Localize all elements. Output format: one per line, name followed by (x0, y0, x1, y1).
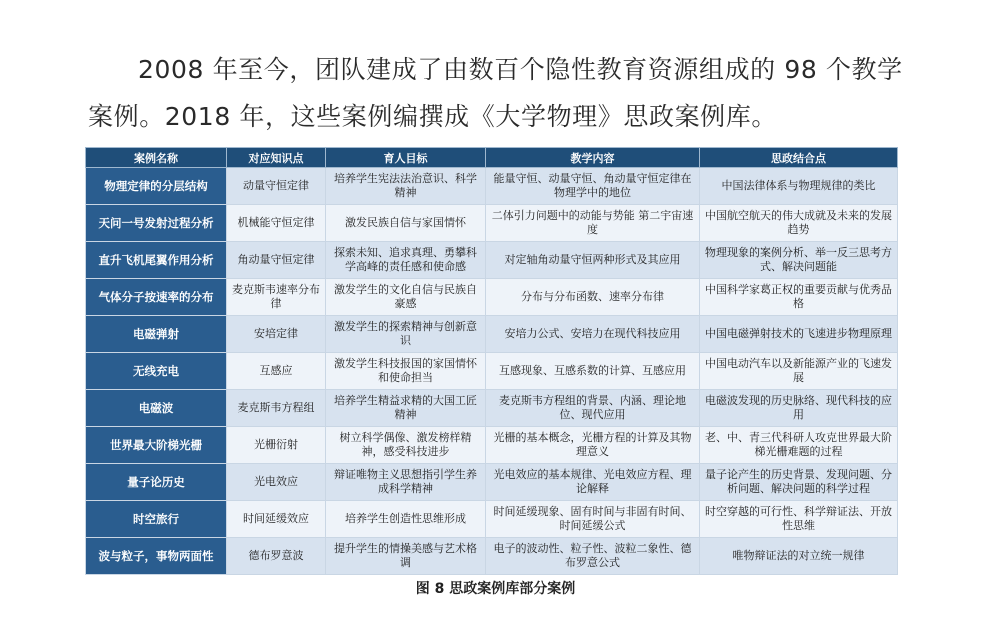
case-name-cell: 量子论历史 (86, 464, 227, 501)
case-library-table (85, 147, 898, 575)
goal-cell: 提升学生的情操美感与艺术格调 (326, 538, 486, 575)
knowledge-cell: 角动量守恒定律 (227, 242, 326, 279)
content-cell: 分布与分布函数、速率分布律 (486, 279, 700, 316)
header-ideology-link: 思政结合点 (700, 148, 898, 168)
content-cell: 光电效应的基本规律、光电效应方程、理论解释 (486, 464, 700, 501)
header-knowledge-point: 对应知识点 (227, 148, 326, 168)
goal-cell: 激发学生科技报国的家国情怀和使命担当 (326, 353, 486, 390)
table-row (86, 464, 898, 501)
goal-cell: 激发学生的文化自信与民族自豪感 (326, 279, 486, 316)
table-row (86, 316, 898, 353)
goal-cell: 探索未知、追求真理、勇攀科学高峰的责任感和使命感 (326, 242, 486, 279)
link-cell: 唯物辩证法的对立统一规律 (700, 538, 898, 575)
table-row (86, 538, 898, 575)
link-cell: 电磁波发现的历史脉络、现代科技的应用 (700, 390, 898, 427)
knowledge-cell: 麦克斯韦速率分布律 (227, 279, 326, 316)
link-cell: 中国法律体系与物理规律的类比 (700, 168, 898, 205)
goal-cell: 树立科学偶像、激发榜样精神，感受科技进步 (326, 427, 486, 464)
intro-paragraph (88, 46, 918, 140)
header-case-name: 案例名称 (86, 148, 227, 168)
header-teaching-content: 教学内容 (486, 148, 700, 168)
case-name-cell: 无线充电 (86, 353, 227, 390)
table-row (86, 501, 898, 538)
table-row (86, 168, 898, 205)
case-name-cell: 波与粒子，事物两面性 (86, 538, 227, 575)
knowledge-cell: 德布罗意波 (227, 538, 326, 575)
link-cell: 中国电动汽车以及新能源产业的飞速发展 (700, 353, 898, 390)
case-name-cell: 气体分子按速率的分布 (86, 279, 227, 316)
table-header-row (86, 148, 898, 168)
link-cell: 物理现象的案例分析、举一反三思考方式、解决问题能 (700, 242, 898, 279)
case-name-cell: 物理定律的分层结构 (86, 168, 227, 205)
knowledge-cell: 麦克斯韦方程组 (227, 390, 326, 427)
link-cell: 中国科学家葛正权的重要贡献与优秀品格 (700, 279, 898, 316)
content-cell: 安培力公式、安培力在现代科技应用 (486, 316, 700, 353)
figure-caption: 图 8 思政案例库部分案例 (415, 581, 576, 597)
knowledge-cell: 机械能守恒定律 (227, 205, 326, 242)
content-cell: 对定轴角动量守恒两种形式及其应用 (486, 242, 700, 279)
case-name-cell: 天问一号发射过程分析 (86, 205, 227, 242)
goal-cell: 培养学生精益求精的大国工匠精神 (326, 390, 486, 427)
link-cell: 中国电磁弹射技术的飞速进步物理原理 (700, 316, 898, 353)
content-cell: 互感现象、互感系数的计算、互感应用 (486, 353, 700, 390)
case-name-cell: 世界最大阶梯光栅 (86, 427, 227, 464)
table-row (86, 279, 898, 316)
case-table-container (85, 147, 897, 575)
intro-line-1 (88, 46, 918, 93)
link-cell: 老、中、青三代科研人攻克世界最大阶梯光栅难题的过程 (700, 427, 898, 464)
knowledge-cell: 动量守恒定律 (227, 168, 326, 205)
goal-cell: 激发学生的探索精神与创新意识 (326, 316, 486, 353)
table-row (86, 205, 898, 242)
case-name-cell: 直升飞机尾翼作用分析 (86, 242, 227, 279)
content-cell: 麦克斯韦方程组的背景、内涵、理论地位、现代应用 (486, 390, 700, 427)
knowledge-cell: 安培定律 (227, 316, 326, 353)
goal-cell: 辩证唯物主义思想指引学生养成科学精神 (326, 464, 486, 501)
link-cell: 量子论产生的历史背景、发现问题、分析问题、解决问题的科学过程 (700, 464, 898, 501)
case-name-cell: 电磁弹射 (86, 316, 227, 353)
case-name-cell: 电磁波 (86, 390, 227, 427)
knowledge-cell: 时间延缓效应 (227, 501, 326, 538)
content-cell: 光栅的基本概念，光栅方程的计算及其物理意义 (486, 427, 700, 464)
table-row (86, 390, 898, 427)
goal-cell: 培养学生宪法法治意识、科学精神 (326, 168, 486, 205)
knowledge-cell: 光电效应 (227, 464, 326, 501)
link-cell: 时空穿越的可行性、科学辩证法、开放性思维 (700, 501, 898, 538)
knowledge-cell: 互感应 (227, 353, 326, 390)
knowledge-cell: 光栅衍射 (227, 427, 326, 464)
content-cell: 时间延缓现象、固有时间与非固有时间、时间延缓公式 (486, 501, 700, 538)
table-row (86, 353, 898, 390)
goal-cell: 激发民族自信与家国情怀 (326, 205, 486, 242)
table-row (86, 242, 898, 279)
content-cell: 二体引力问题中的动能与势能 第二宇宙速度 (486, 205, 700, 242)
case-name-cell: 时空旅行 (86, 501, 227, 538)
link-cell: 中国航空航天的伟大成就及未来的发展趋势 (700, 205, 898, 242)
content-cell: 电子的波动性、粒子性、波粒二象性、德布罗意公式 (486, 538, 700, 575)
table-row (86, 427, 898, 464)
intro-line-2: 案例。2018 年，这些案例编撰成《大学物理》思政案例库。 (88, 102, 777, 131)
content-cell: 能量守恒、动量守恒、角动量守恒定律在物理学中的地位 (486, 168, 700, 205)
goal-cell: 培养学生创造性思维形成 (326, 501, 486, 538)
header-education-goal: 育人目标 (326, 148, 486, 168)
intro-line-1-text: 2008 年至今，团队建成了由数百个隐性教育资源组成的 98 个教学 (138, 55, 903, 84)
